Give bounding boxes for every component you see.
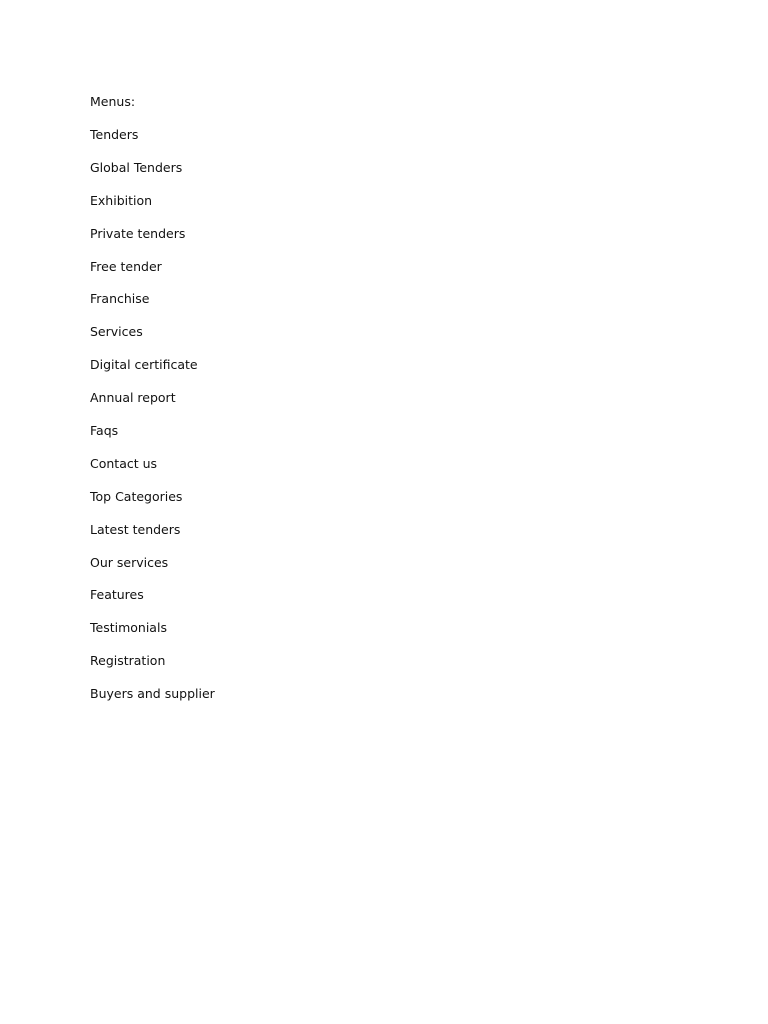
menu-item-faqs: Faqs: [90, 423, 119, 439]
menu-item-latest-tenders: Latest tenders: [90, 521, 181, 537]
menu-item-annual-report: Annual report: [90, 390, 176, 406]
menu-list: [90, 126, 215, 718]
menu-item-digital-certificate: Digital certificate: [90, 357, 198, 373]
menu-item-franchise: Franchise: [90, 291, 150, 307]
menu-item-features: Features: [90, 587, 144, 603]
menus-heading: Menus:: [90, 94, 136, 109]
menu-item-free-tender: Free tender: [90, 258, 162, 274]
menu-item-tenders: Tenders: [90, 127, 139, 142]
menu-item-buyers-and-supplier: Buyers and supplier: [90, 686, 215, 702]
menu-item-our-services: Our services: [90, 554, 169, 570]
menu-item-exhibition: Exhibition: [90, 192, 153, 208]
menu-item-top-categories: Top Categories: [90, 488, 183, 504]
menu-list-block: [90, 93, 215, 718]
menu-item-global-tenders: Global Tenders: [90, 159, 183, 175]
menu-item-private-tenders: Private tenders: [90, 225, 186, 241]
menu-item-testimonials: Testimonials: [90, 620, 167, 636]
menu-item-services: Services: [90, 324, 143, 340]
menu-item-contact-us: Contact us: [90, 455, 158, 471]
menu-item-registration: Registration: [90, 653, 166, 669]
